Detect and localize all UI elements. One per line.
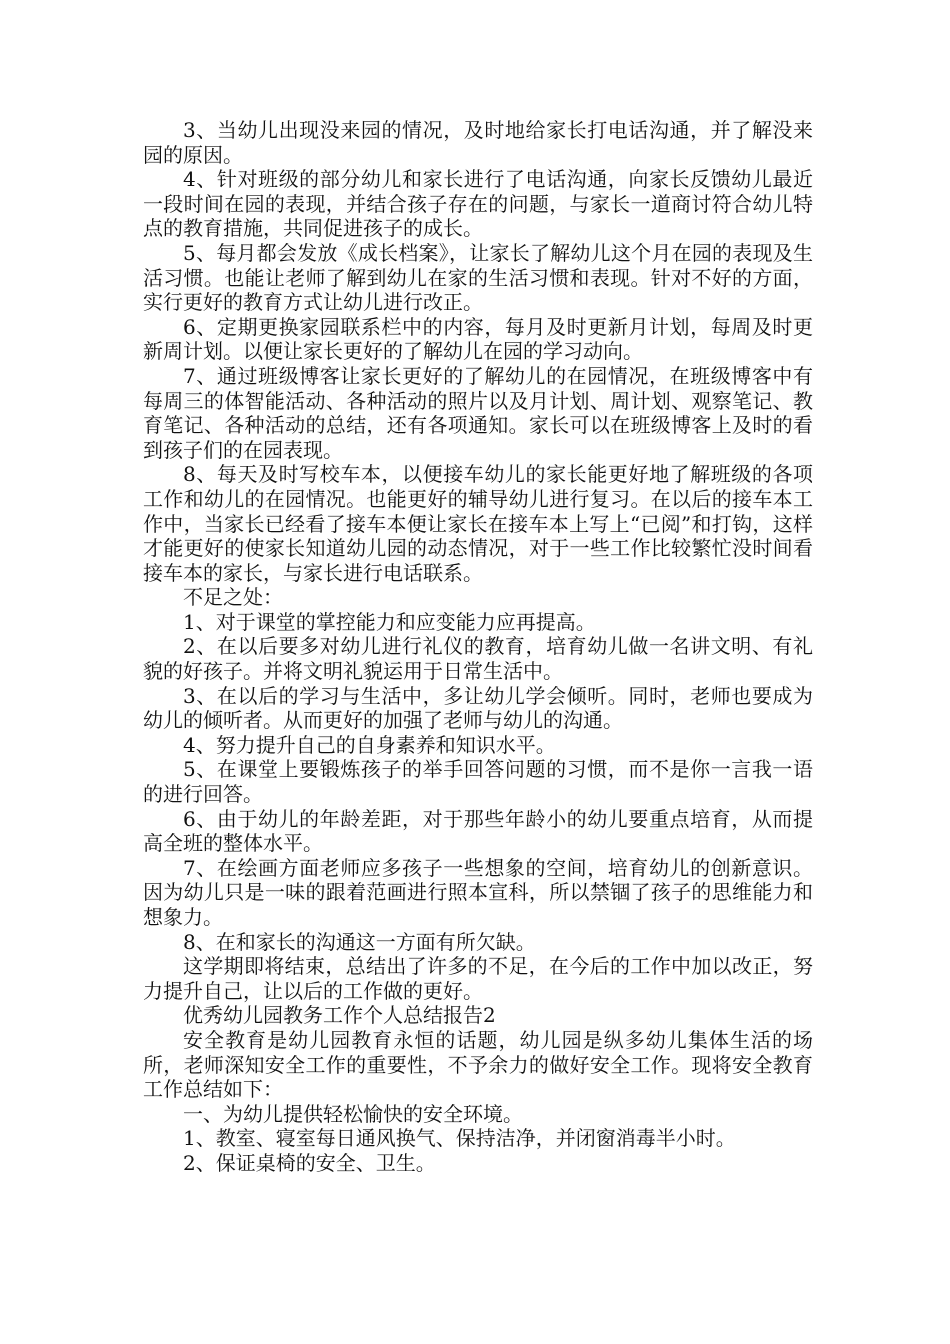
paragraph-18: 1、教室、寝室每日通风换气、保持洁净，并闭窗消毒半小时。 (183, 1126, 736, 1151)
section-heading-shortcomings: 不足之处： (183, 585, 283, 610)
document-page (143, 118, 813, 1176)
paragraph-15: 这学期即将结束，总结出了许多的不足，在今后的工作中加以改正，努力提升自己，让以后的工作做的更好。 (143, 954, 813, 1003)
report-title-2: 优秀幼儿园教务工作个人总结报告2 (183, 1003, 496, 1028)
paragraph-6: 8、每天及时写校车本，以便接车幼儿的家长能更好地了解班级的各项工作和幼儿的在园情况。也能更好的辅导幼儿进行复习。在以后的接车本工作中，当家长已经看了接车本便让家长在接车本上写上“已阅”和打钩，这样才能更好的使家长知道幼儿园的动态情况，对于一些工作比较繁忙没时间看接车本的家长，与家长进行电话联系。 (143, 462, 813, 585)
paragraph-13: 7、在绘画方面老师应多孩子一些想象的空间，培育幼儿的创新意识。因为幼儿只是一味的跟着范画进行照本宣科，所以禁锢了孩子的思维能力和想象力。 (143, 855, 813, 929)
paragraph-1: 3、当幼儿出现没来园的情况，及时地给家长打电话沟通，并了解没来园的原因。 (143, 118, 813, 167)
paragraph-2: 4、针对班级的部分幼儿和家长进行了电话沟通，向家长反馈幼儿最近一段时间在园的表现，并结合孩子存在的问题，与家长一道商讨符合幼儿特点的教育措施，共同促进孩子的成长。 (143, 167, 813, 241)
paragraph-5: 7、通过班级博客让家长更好的了解幼儿的在园情况，在班级博客中有每周三的体智能活动、各种活动的照片以及月计划、周计划、观察笔记、教育笔记、各种活动的总结，还有各项通知。家长可以在班级博客上及时的看到孩子们的在园表现。 (143, 363, 813, 462)
paragraph-4: 6、定期更换家园联系栏中的内容，每月及时更新月计划，每周及时更新周计划。以便让家长更好的了解幼儿在园的学习动向。 (143, 314, 813, 364)
paragraph-12: 6、由于幼儿的年龄差距，对于那些年龄小的幼儿要重点培育，从而提高全班的整体水平。 (143, 806, 813, 856)
paragraph-17: 一、为幼儿提供轻松愉快的安全环境。 (183, 1101, 523, 1126)
paragraph-14: 8、在和家长的沟通这一方面有所欠缺。 (183, 929, 536, 954)
paragraph-19: 2、保证桌椅的安全、卫生。 (183, 1150, 436, 1175)
paragraph-10: 4、努力提升自己的自身素养和知识水平。 (183, 732, 556, 757)
paragraph-9: 3、在以后的学习与生活中，多让幼儿学会倾听。同时，老师也要成为幼儿的倾听者。从而更好的加强了老师与幼儿的沟通。 (143, 683, 813, 733)
paragraph-3: 5、每月都会发放《成长档案》，让家长了解幼儿这个月在园的表现及生活习惯。也能让老师了解到幼儿在家的生活习惯和表现。针对不好的方面，实行更好的教育方式让幼儿进行改正。 (143, 240, 813, 315)
paragraph-11: 5、在课堂上要锻炼孩子的举手回答问题的习惯，而不是你一言我一语的进行回答。 (143, 757, 813, 807)
paragraph-7: 1、对于课堂的掌控能力和应变能力应再提高。 (183, 609, 596, 634)
paragraph-16: 安全教育是幼儿园教育永恒的话题，幼儿园是纵多幼儿集体生活的场所，老师深知安全工作的重要性，不予余力的做好安全工作。现将安全教育工作总结如下： (143, 1027, 813, 1102)
paragraph-8: 2、在以后要多对幼儿进行礼仪的教育，培育幼儿做一名讲文明、有礼貌的好孩子。并将文明礼貌运用于日常生活中。 (143, 634, 813, 684)
